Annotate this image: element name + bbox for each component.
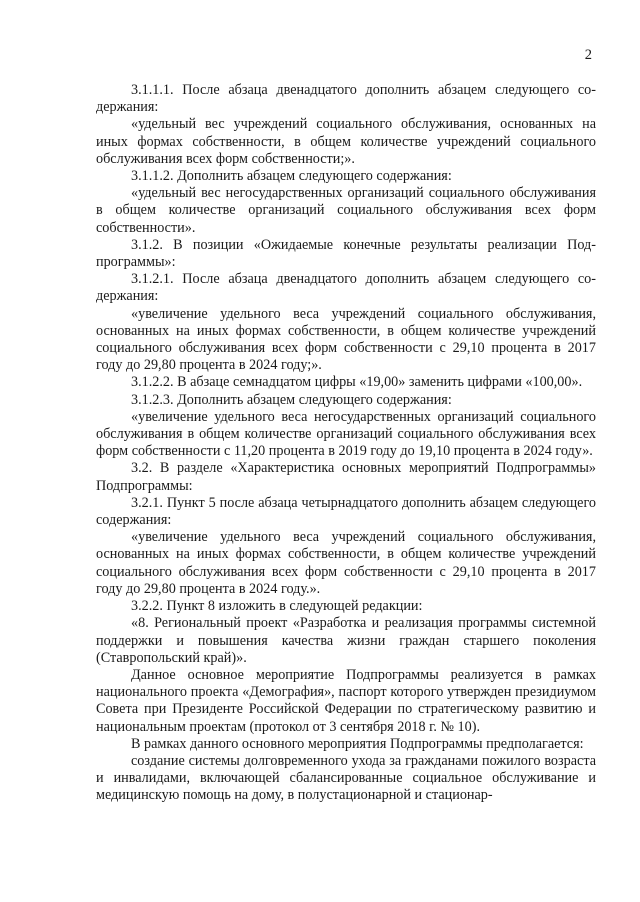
paragraph: В рамках данного основного мероприятия Подпрограммы предполагается: [131, 735, 584, 752]
paragraph: «удельный вес учреждений социального обслуживания, основанных на иных формах собственности, в общем количестве учреждений социального обслуживания всех форм собственности;». [96, 116, 596, 167]
paragraph: 3.1.2.1. После абзаца двенадцатого дополнить абзацем следующего содержания: [96, 271, 596, 305]
paragraph: «удельный вес негосударственных организаций социального обслуживания в общем количестве организаций социального обслуживания всех форм собственности». [96, 185, 596, 236]
paragraph: 3.2.1. Пункт 5 после абзаца четырнадцатого дополнить абзацем следующего содержания: [96, 494, 596, 529]
paragraph: 3.2. В разделе «Характеристика основных мероприятий Подпрограммы» Подпрограммы: [96, 460, 596, 494]
paragraph: 3.1.2. В позиции «Ожидаемые конечные результаты реализации Подпрограммы»: [96, 236, 596, 271]
paragraph: 3.2.2. Пункт 8 изложить в следующей редакции: [131, 598, 423, 615]
paragraph: 3.1.2.2. В абзаце семнадцатом цифры «19,00» заменить цифрами «100,00». [131, 374, 583, 391]
paragraph: 3.1.2.3. Дополнить абзацем следующего содержания: [131, 391, 452, 408]
paragraph: 3.1.1.1. После абзаца двенадцатого дополнить абзацем следующего содержания: [96, 82, 596, 116]
paragraph: «8. Региональный проект «Разработка и реализация программы системной поддержки и повышения качества жизни граждан старшего поколения (Ставропольский край)». [96, 615, 596, 666]
paragraph: 3.1.1.2. Дополнить абзацем следующего содержания: [131, 168, 452, 185]
document-body [96, 82, 596, 805]
paragraph: Данное основное мероприятие Подпрограммы реализуется в рамках национального проекта «Демография», паспорт которого утвержден президиумом Совета при Президенте Российской Федерации по стратегическому развитию и национальным проектам (протокол от 3 сентября 2018 г. № 10). [96, 666, 596, 735]
paragraph: «увеличение удельного веса учреждений социального обслуживания, основанных на иных формах собственности, в общем количестве учреждений социального обслуживания всех форм собственности с 29,10 процента в 2017 году до 29,80 процента в 2024 году.». [96, 529, 596, 597]
page-number: 2 [584, 47, 592, 63]
paragraph: создание системы долговременного ухода за гражданами пожилого возраста и инвалидами, включающей сбалансированные социальное обслуживание и медицинскую помощь на дому, в полустационарной и стационар- [96, 752, 596, 804]
paragraph: «увеличение удельного веса учреждений социального обслуживания, основанных на иных формах собственности, в общем количестве учреждений социального обслуживания всех форм собственности с 29,10 процента в 2017 году до 29,80 процента в 2024 году;». [96, 305, 596, 374]
paragraph: «увеличение удельного веса негосударственных организаций социального обслуживания в общем количестве организаций социального обслуживания всех форм собственности с 11,20 процента в 2019 году до 19,10 процента в 2024 году». [96, 408, 596, 460]
